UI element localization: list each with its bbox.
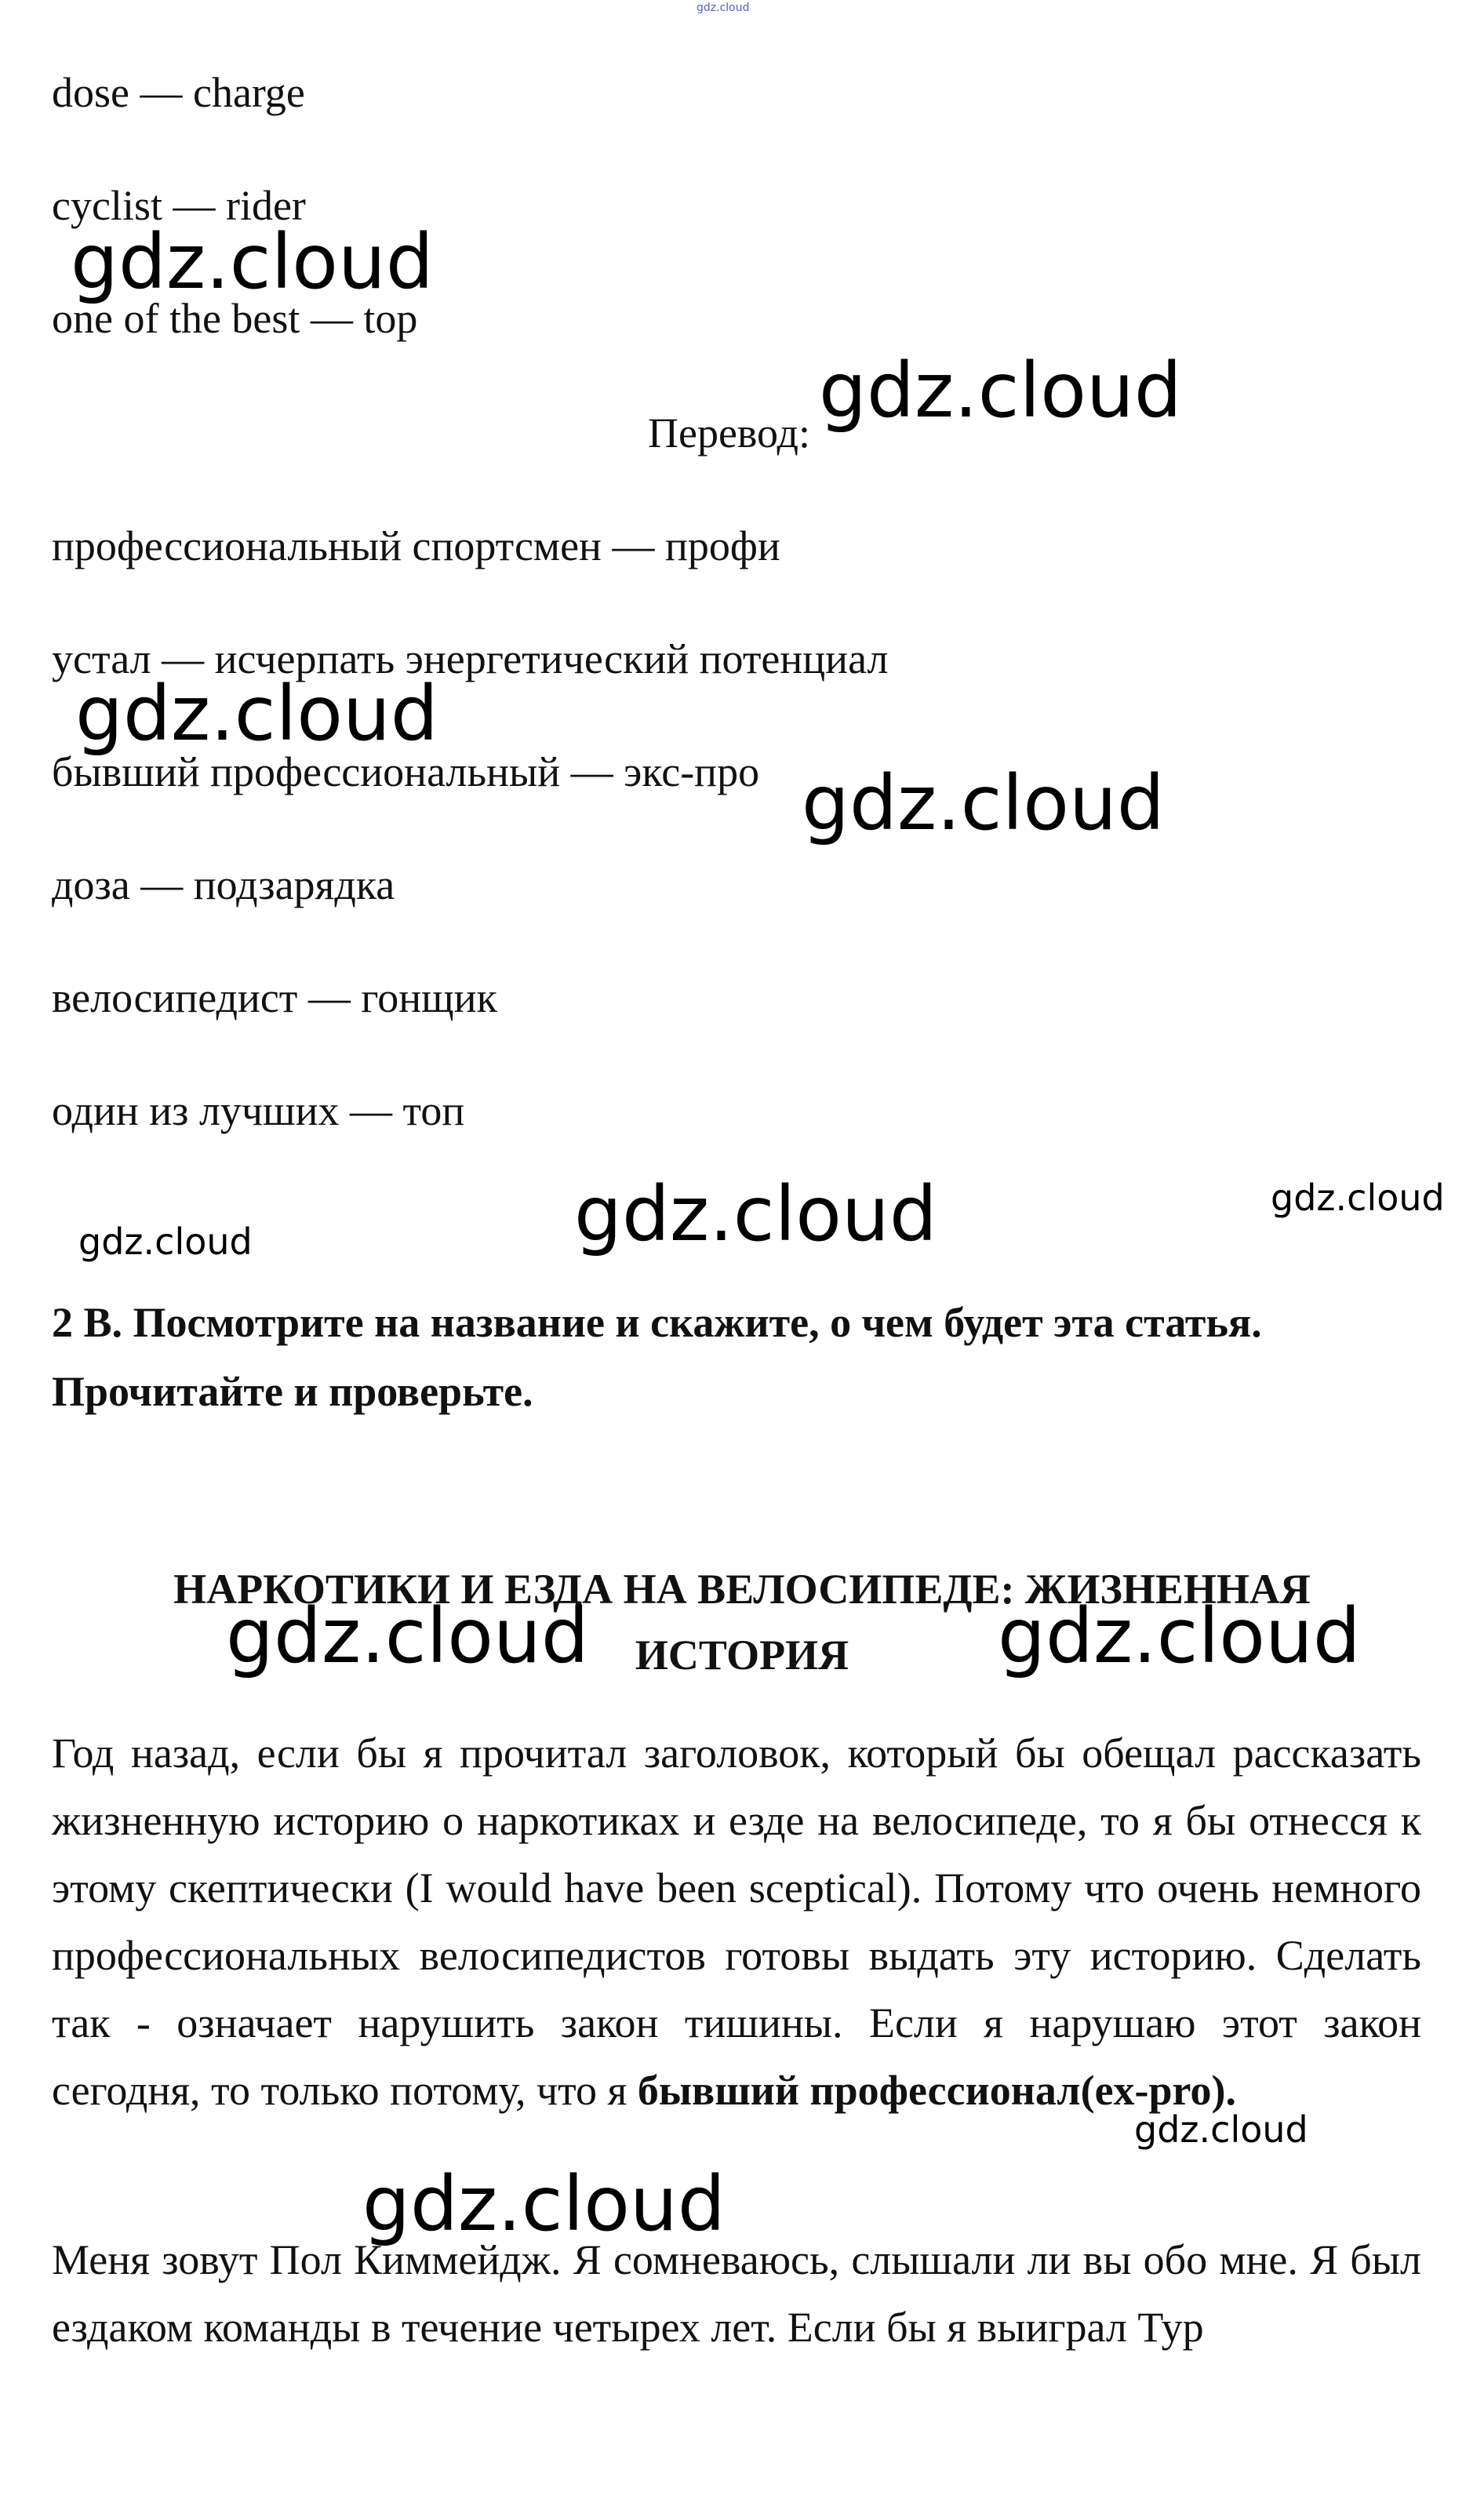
article-title-line-1: НАРКОТИКИ И ЕЗДА НА ВЕЛОСИПЕДЕ: ЖИЗНЕННАЯ: [173, 1566, 1311, 1613]
russian-pair-4: доза — подзарядка: [52, 861, 395, 908]
russian-pair-5: велосипедист — гонщик: [52, 974, 497, 1021]
task-line-1: 2 B. Посмотрите на название и скажите, о чем будет эта статья.: [52, 1299, 1262, 1346]
english-pair-2: cyclist — rider: [52, 182, 306, 229]
watermark: gdz.cloud: [998, 1592, 1361, 1680]
watermark: gdz.cloud: [1271, 1177, 1445, 1219]
russian-pair-6: один из лучших — топ: [52, 1087, 465, 1134]
translation-label: Перевод:: [648, 409, 810, 457]
task-line-2: Прочитайте и проверьте.: [52, 1368, 533, 1415]
watermark: gdz.cloud: [819, 347, 1182, 435]
paragraph-1-text: Год назад, если бы я прочитал заголовок, который бы обещал рассказать жизненную историю о наркотиках и езде на велосипеде, то я бы отнесся к этому скептически (I would have been sceptical). Потому что очень немного профессиональных велосипедистов готовы выдать эту историю. Сделать так - означает нарушить закон тишины. Если я нарушаю этот закон сегодня, то только потому, что я: [52, 1730, 1421, 2114]
russian-pair-3: бывший профессиональный — экс-про: [52, 748, 760, 795]
russian-pair-1: профессиональный спортсмен — профи: [52, 522, 780, 569]
watermark: gdz.cloud: [226, 1592, 589, 1680]
watermark: gdz.cloud: [362, 2160, 726, 2248]
watermark: gdz.cloud: [71, 218, 434, 306]
watermark: gdz.cloud: [574, 1170, 937, 1258]
article-paragraph-1: [52, 1719, 1421, 2124]
english-pair-1: dose — charge: [52, 69, 305, 116]
watermark: gdz.cloud: [802, 759, 1165, 847]
english-pair-3: one of the best — top: [52, 295, 418, 342]
watermark: gdz.cloud: [75, 670, 438, 758]
russian-pair-2: устал — исчерпать энергетический потенциал: [52, 635, 889, 682]
watermark: gdz.cloud: [78, 1220, 253, 1263]
article-paragraph-2: Меня зовут Пол Киммейдж. Я сомневаюсь, слышали ли вы обо мне. Я был ездаком команды в течение четырех лет. Если бы я выиграл Тур: [52, 2236, 1421, 2351]
header-watermark: gdz.cloud: [697, 2, 750, 14]
paragraph-1-bold: бывший профессионал(ex-pro).: [637, 2067, 1237, 2114]
watermark: gdz.cloud: [1134, 2108, 1308, 2151]
article-title-line-2: ИСТОРИЯ: [635, 1631, 849, 1679]
